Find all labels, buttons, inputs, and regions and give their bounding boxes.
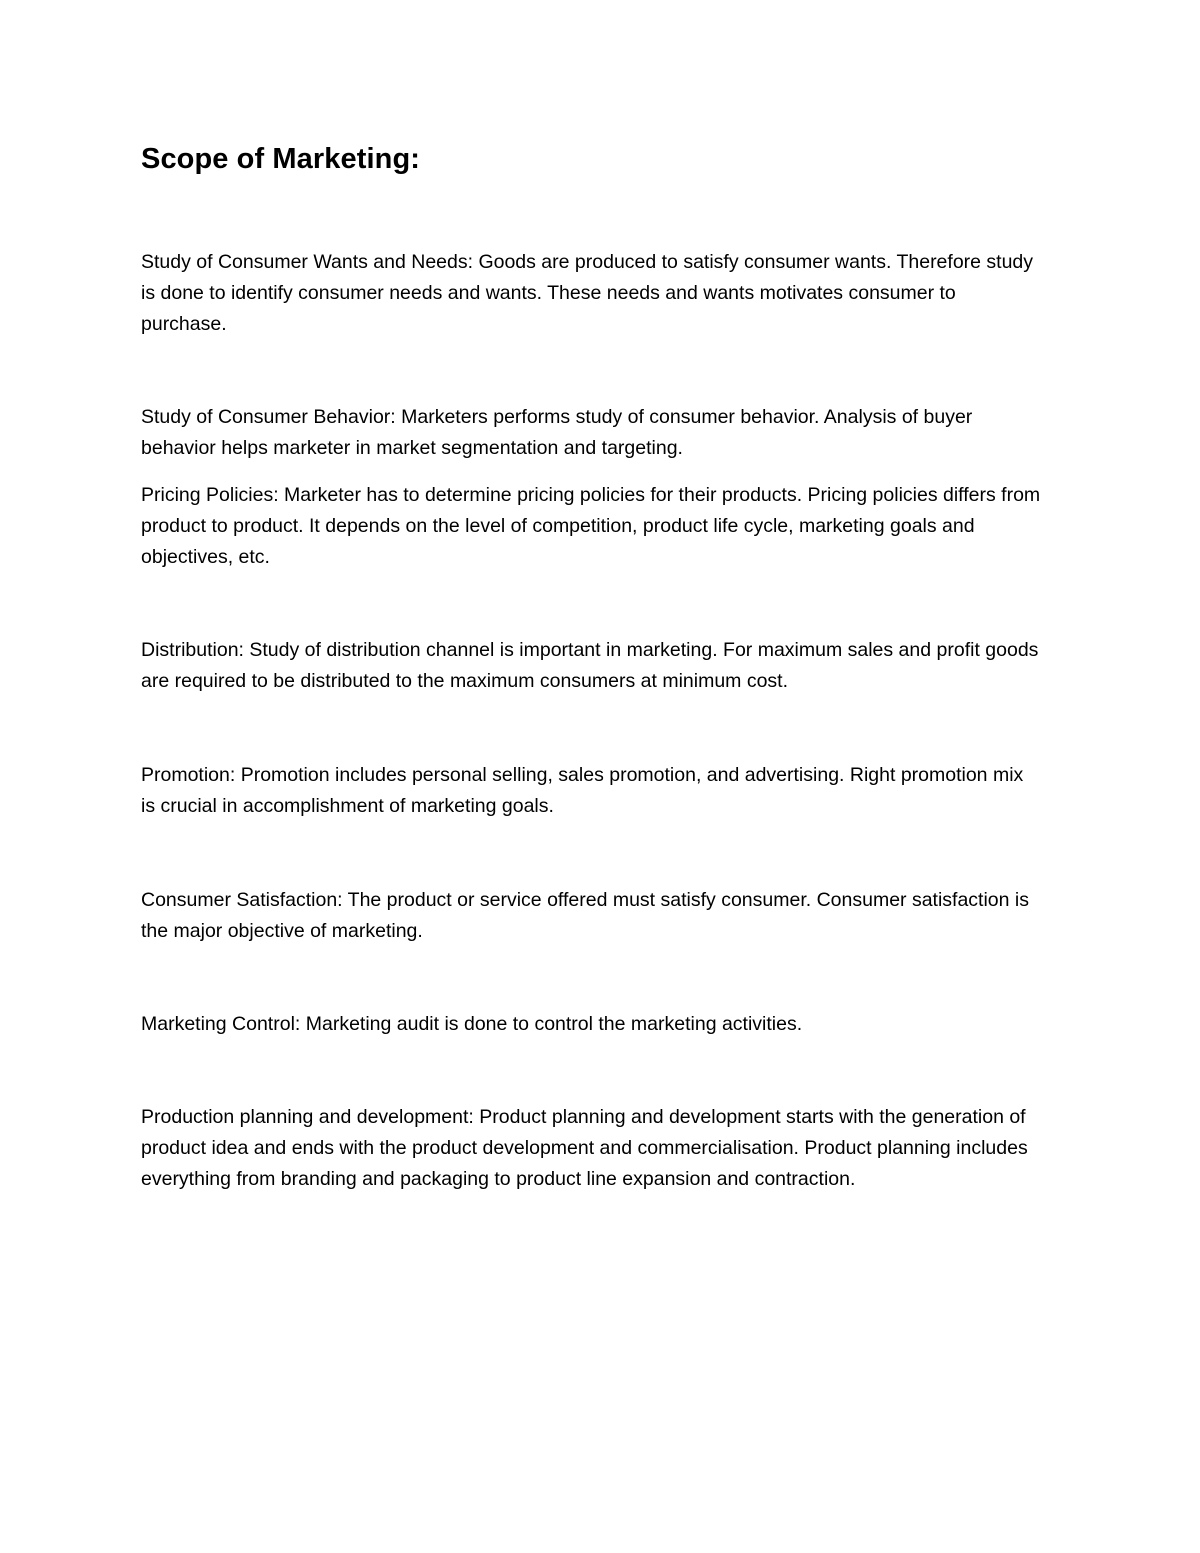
page-title: Scope of Marketing: bbox=[141, 143, 421, 175]
paragraph-distribution: Distribution: Study of distribution channel is important in marketing. For maximum sales and profit goods are required to be distributed to the maximum consumers at minimum cost. bbox=[141, 639, 1039, 692]
paragraph-pricing-policies: Pricing Policies: Marketer has to determine pricing policies for their products. Pricing policies differs from product to product. It depends on the level of competition, product life cycle, marketing goals and objectives, etc. bbox=[141, 484, 1041, 568]
paragraph-promotion: Promotion: Promotion includes personal selling, sales promotion, and advertising. Right promotion mix is crucial in accomplishment of marketing goals. bbox=[141, 764, 1024, 817]
paragraph-consumer-satisfaction: Consumer Satisfaction: The product or service offered must satisfy consumer. Consumer satisfaction is the major objective of marketing. bbox=[141, 889, 1029, 942]
paragraph-consumer-behavior: Study of Consumer Behavior: Marketers performs study of consumer behavior. Analysis of buyer behavior helps marketer in market segmentation and targeting. bbox=[141, 406, 973, 459]
paragraph-consumer-wants-needs: Study of Consumer Wants and Needs: Goods are produced to satisfy consumer wants. Therefore study is done to identify consumer needs and wants. These needs and wants motivates consumer to purchase. bbox=[141, 251, 1034, 335]
paragraph-marketing-control: Marketing Control: Marketing audit is done to control the marketing activities. bbox=[141, 1013, 803, 1035]
paragraph-production-planning: Production planning and development: Product planning and development starts with the generation of product idea and ends with the product development and commercialisation. Product planning includes everything from branding and packaging to product line expansion and contraction. bbox=[141, 1106, 1028, 1190]
